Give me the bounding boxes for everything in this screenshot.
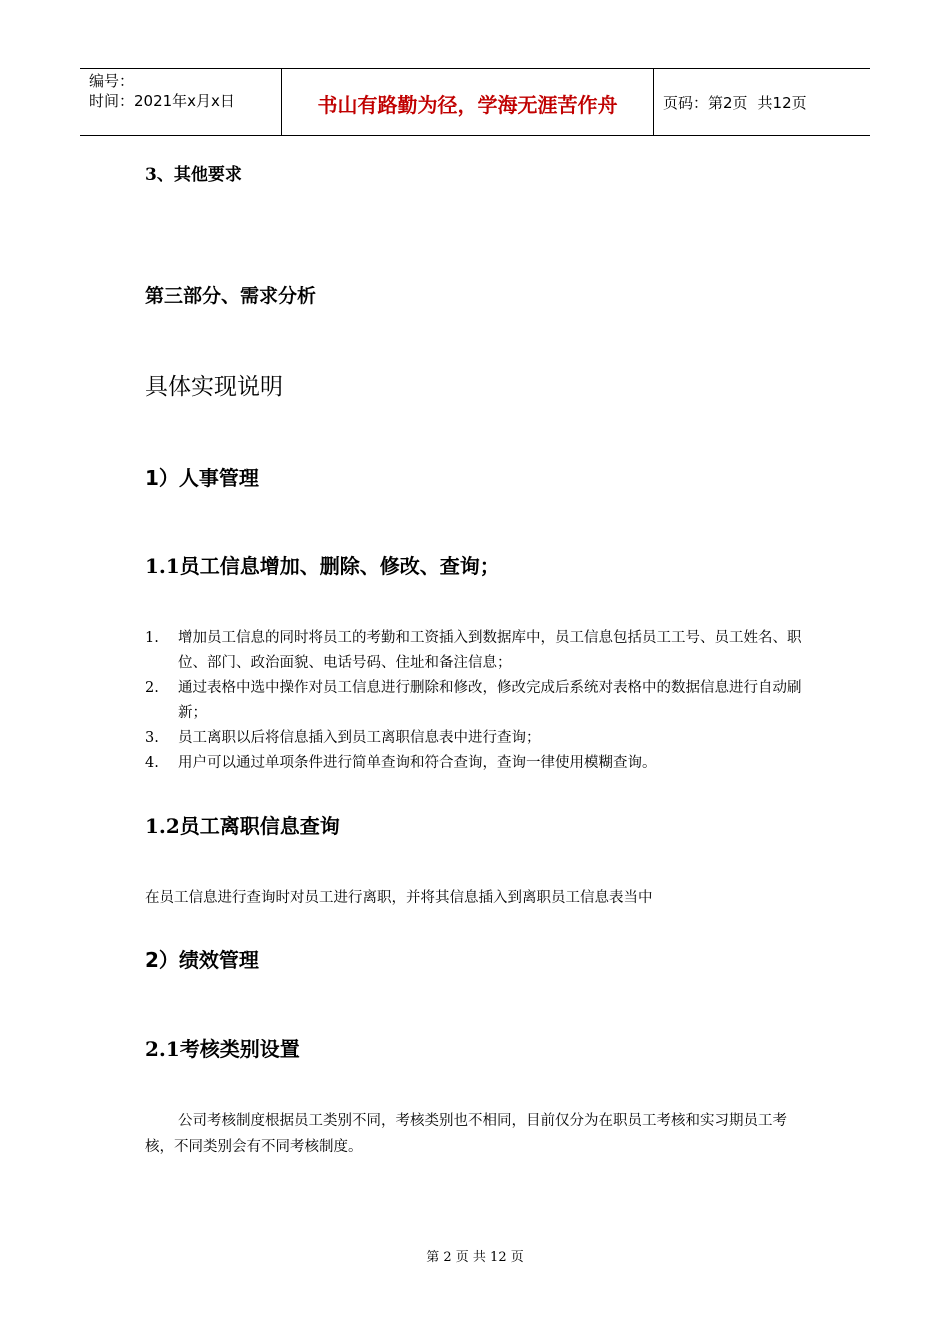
list-item-text: 员工离职以后将信息插入到员工离职信息表中进行查询； — [178, 730, 541, 746]
list-item-text: 通过表格中选中操作对员工信息进行删除和修改，修改完成后系统对表格中的数据信息进行自动刷新； — [178, 680, 802, 721]
list-item-text: 用户可以通过单项条件进行简单查询和符合查询，查询一律使用模糊查询。 — [178, 755, 657, 771]
heading-implementation: 具体实现说明 — [145, 374, 283, 400]
header-motto: 书山有路勤为径，学海无涯苦作舟 — [282, 69, 654, 135]
paragraph-assessment: 公司考核制度根据员工类别不同，考核类别也不相同，目前仅分为在职员工考核和实习期员工考核，不同类别会有不同考核制度。 — [145, 1113, 787, 1155]
heading-section-1-1: 1.1员工信息增加、删除、修改、查询； — [145, 554, 500, 578]
list-item-number: 2. — [145, 680, 159, 696]
heading-section-2-1: 2.1考核类别设置 — [145, 1037, 300, 1061]
list-item-text: 增加员工信息的同时将员工的考勤和工资插入到数据库中，员工信息包括员工工号、员工姓名、职位、部门、政治面貌、电话号码、住址和备注信息； — [178, 630, 802, 671]
list-item — [145, 676, 825, 726]
employee-info-list — [145, 626, 825, 776]
document-time-label: 时间：2021年x月x日 — [89, 92, 235, 110]
heading-other-requirements: 3、其他要求 — [145, 165, 242, 185]
header-total-label: 共12页 — [757, 93, 807, 112]
list-item — [145, 751, 825, 776]
header-meta-cell — [80, 69, 282, 135]
header-page-label: 页码：第2页 — [663, 93, 748, 112]
list-item-number: 4. — [145, 755, 159, 771]
header-page-cell — [654, 69, 870, 135]
paragraph-resign-query: 在员工信息进行查询时对员工进行离职，并将其信息插入到离职员工信息表当中 — [145, 890, 653, 906]
heading-performance: 2）绩效管理 — [145, 948, 259, 972]
document-number-label: 编号： — [89, 72, 135, 90]
heading-section-1-2: 1.2员工离职信息查询 — [145, 814, 340, 838]
heading-hr-management: 1）人事管理 — [145, 466, 259, 490]
list-item-number: 1. — [145, 630, 159, 646]
list-item — [145, 626, 825, 676]
list-item-number: 3. — [145, 730, 159, 746]
heading-part-three: 第三部分、需求分析 — [145, 285, 317, 307]
page-header — [80, 68, 870, 136]
list-item — [145, 726, 825, 751]
page-footer: 第 2 页 共 12 页 — [426, 1250, 524, 1265]
